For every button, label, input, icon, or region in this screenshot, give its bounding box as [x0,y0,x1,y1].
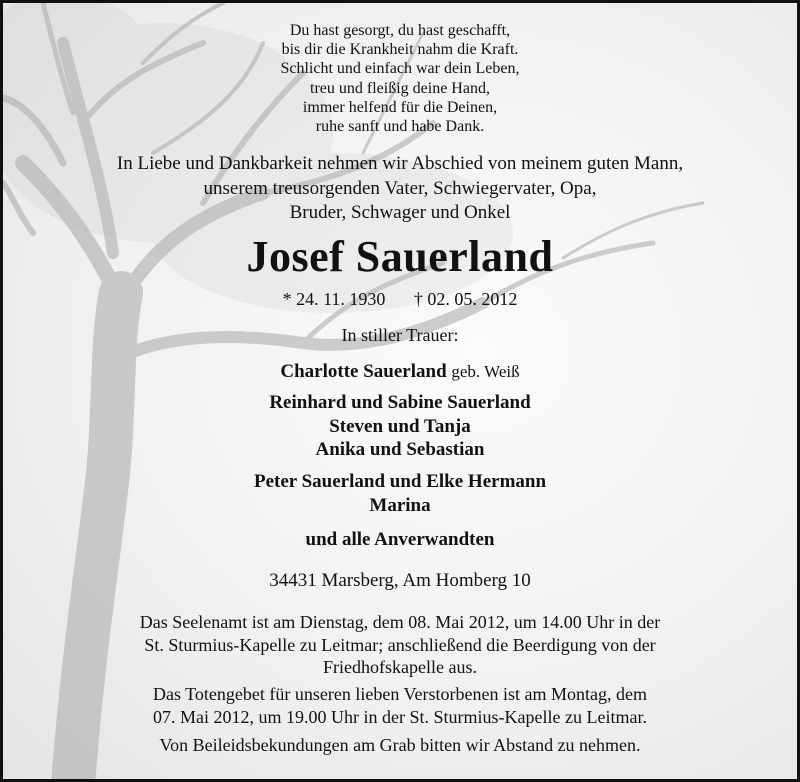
family-member: Anika und Sebastian [315,439,485,460]
info-line: 07. Mai 2012, um 19.00 Uhr in der St. Sturmius-Kapelle zu Leitmar. [153,706,647,727]
family-member: Reinhard und Sabine Sauerland [269,392,531,413]
info-line: Friedhofskapelle aus. [323,657,477,677]
family-member: Marina [369,494,431,516]
address: 34431 Marsberg, Am Homberg 10 [269,570,531,591]
prayer-info [3,683,797,728]
family-member: Steven und Tanja [329,415,471,437]
life-dates [3,287,797,311]
spouse-name: Charlotte Sauerland [280,361,447,382]
intro-line: Bruder, Schwager und Onkel [289,202,511,223]
mourning-heading: In stiller Trauer: [341,325,459,345]
poem [3,21,797,136]
poem-line: bis dir die Krankheit nahm die Kraft. [281,41,519,59]
death-date: † 02. 05. 2012 [413,289,518,309]
relatives: und alle Anverwandten [305,529,495,550]
deceased-name: Josef Sauerland [246,232,554,281]
info-line: St. Sturmius-Kapelle zu Leitmar; anschließend die Beerdigung von der [144,634,656,655]
spouse-line [3,360,797,384]
intro-line: unserem treusorgenden Vater, Schwiegervater, Opa, [203,177,597,199]
family-group-1 [3,391,797,462]
birth-date: * 24. 11. 1930 [282,289,386,309]
poem-line: Du hast gesorgt, du hast geschafft, [289,22,511,39]
poem-line: Schlicht und einfach war dein Leben, [280,60,520,78]
intro-line: In Liebe und Dankbarkeit nehmen wir Abschied von meinem guten Mann, [116,153,684,174]
relatives-line [3,528,797,552]
poem-line: ruhe sanft und habe Dank. [315,118,485,136]
condolences-note: Von Beileidsbekundungen am Grab bitten wir Abstand zu nehmen. [159,735,641,755]
farewell-intro [3,152,797,226]
poem-line: immer helfend für die Deinen, [302,98,498,116]
info-line: Das Totengebet für unseren lieben Verstorbenen ist am Montag, dem [153,684,647,704]
spouse-maiden-name: geb. Weiß [451,362,520,381]
family-member: Peter Sauerland und Elke Hermann [253,471,547,492]
poem-line: treu und fleißig deine Hand, [310,79,490,97]
family-group-2 [3,470,797,517]
info-line: Das Seelenamt ist am Dienstag, dem 08. Mai 2012, um 14.00 Uhr in der [139,612,661,632]
requiem-info [3,611,797,679]
